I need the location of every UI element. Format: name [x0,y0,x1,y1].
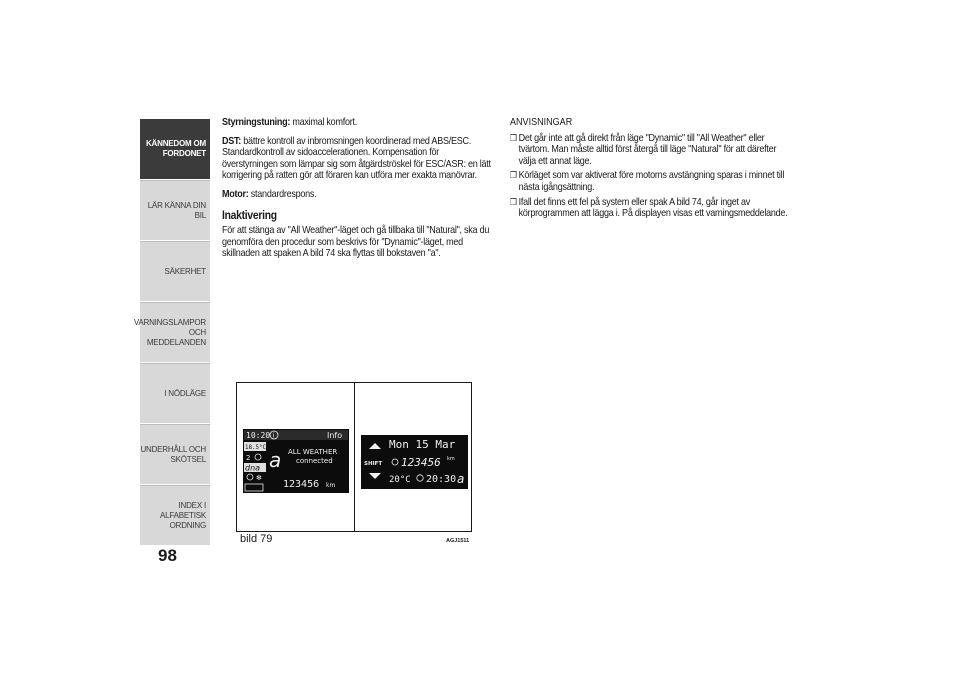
info-icon: i [272,432,275,440]
right-display [361,435,468,489]
snowflake-icon: ✻ [256,474,262,482]
list-item-text: Körläget som var aktiverat före motorns avstängning sparas i minnet till nästa igångsättning. [518,169,785,193]
figure-caption: bild 79 [240,533,273,545]
notes-heading: ANVISNINGAR [510,116,573,128]
display-mode-letter: a [269,448,282,472]
display-mode-line2: connected [296,457,333,465]
list-item [510,170,795,193]
display-mode-letter: a [457,472,465,486]
display-time: 20:30 [426,474,457,485]
sidebar-tab-i-nodlage[interactable]: I NÖDLÄGE [140,363,210,423]
sidebar-tab-index[interactable]: INDEX I ALFABETISK ORDNING [140,485,210,545]
dst-paragraph [222,136,494,182]
motor-label: Motor: [222,187,249,200]
steering-paragraph [222,117,494,129]
dst-label: DST: [222,134,242,147]
checkbox-bullet-icon: ❒ [510,196,517,207]
sidebar-tab-sakerhet[interactable]: SÄKERHET [140,241,210,301]
left-column [222,117,494,267]
display-odometer: 123456 [401,456,441,469]
list-item-text: Ifall det finns ett fel på system eller spak A bild 74, går inget av körprogrammen att lägga i. På displayen visas ett varningsmeddelande. [518,195,788,220]
steering-label: Styrningstuning: [222,116,291,128]
sidebar-tab-lar-kanna[interactable]: LÄR KÄNNA DIN BIL [140,180,210,240]
section-text: För att stänga av "All Weather"-läget och gå tillbaka till "Natural", ska du genomföra den procedur som beskrivs för "Dynamic"-läget, med skillnaden att spaken A bild 74 ska flyttas till bokstaven "a". [222,224,490,260]
display-date: Mon 15 Mar [389,438,456,451]
list-item-text: Det går inte att gå direkt från läge "Dynamic" till "All Weather" eller tvärtom. Man måste alltid först återgå till läge "Natural" för att därefter välja ett annat läge. [518,131,777,167]
display-temp: 18.5°C [245,445,266,451]
right-column [510,117,795,223]
figure-code: AGJ1511 [446,538,470,544]
list-item [510,197,795,220]
checkbox-bullet-icon: ❒ [510,132,517,143]
sidebar-tab-kannedom[interactable]: KÄNNEDOM OM FORDONET [140,119,210,179]
display-info: Info [327,431,343,440]
page-number: 98 [158,546,177,565]
steering-text: maximal komfort. [290,116,357,128]
display-time: 10:20 [246,431,271,440]
section-heading: Inaktivering [222,207,277,222]
figure [236,382,472,532]
display-odometer: 123456 [283,479,320,490]
right-display-graphic [361,435,468,489]
display-odometer-unit: km [326,482,336,489]
motor-text: standardrespons. [248,187,317,200]
motor-paragraph [222,189,494,201]
checkbox-bullet-icon: ❒ [510,170,517,181]
sidebar-tab-varningslampor[interactable]: VARNINGSLAMPOR OCH MEDDELANDEN [140,302,210,362]
list-item [510,133,795,168]
dst-text: bättre kontroll av inbromsningen koordinerad med ABS/ESC. Standardkontroll av sidoaccelerationen. Kompensation för överstyrningen som lämpar sig som åtgärdströskel för ESC/ASR: en lätt korrigering på ratten gör att föraren kan utföra mer exakta manövrar. [222,134,491,182]
left-display-graphic [243,429,349,493]
display-odometer-unit: km [447,456,455,462]
display-gear: 2 [246,454,251,462]
display-shift: SHIFT [364,461,383,467]
display-mode-line1: ALL WEATHER [288,448,338,456]
sidebar-tab-underhall[interactable]: UNDERHÅLL OCH SKÖTSEL [140,424,210,484]
figure-divider [354,383,355,531]
left-display [243,429,349,493]
display-dna: dna [245,463,261,473]
display-temp: 20°C [389,475,411,485]
